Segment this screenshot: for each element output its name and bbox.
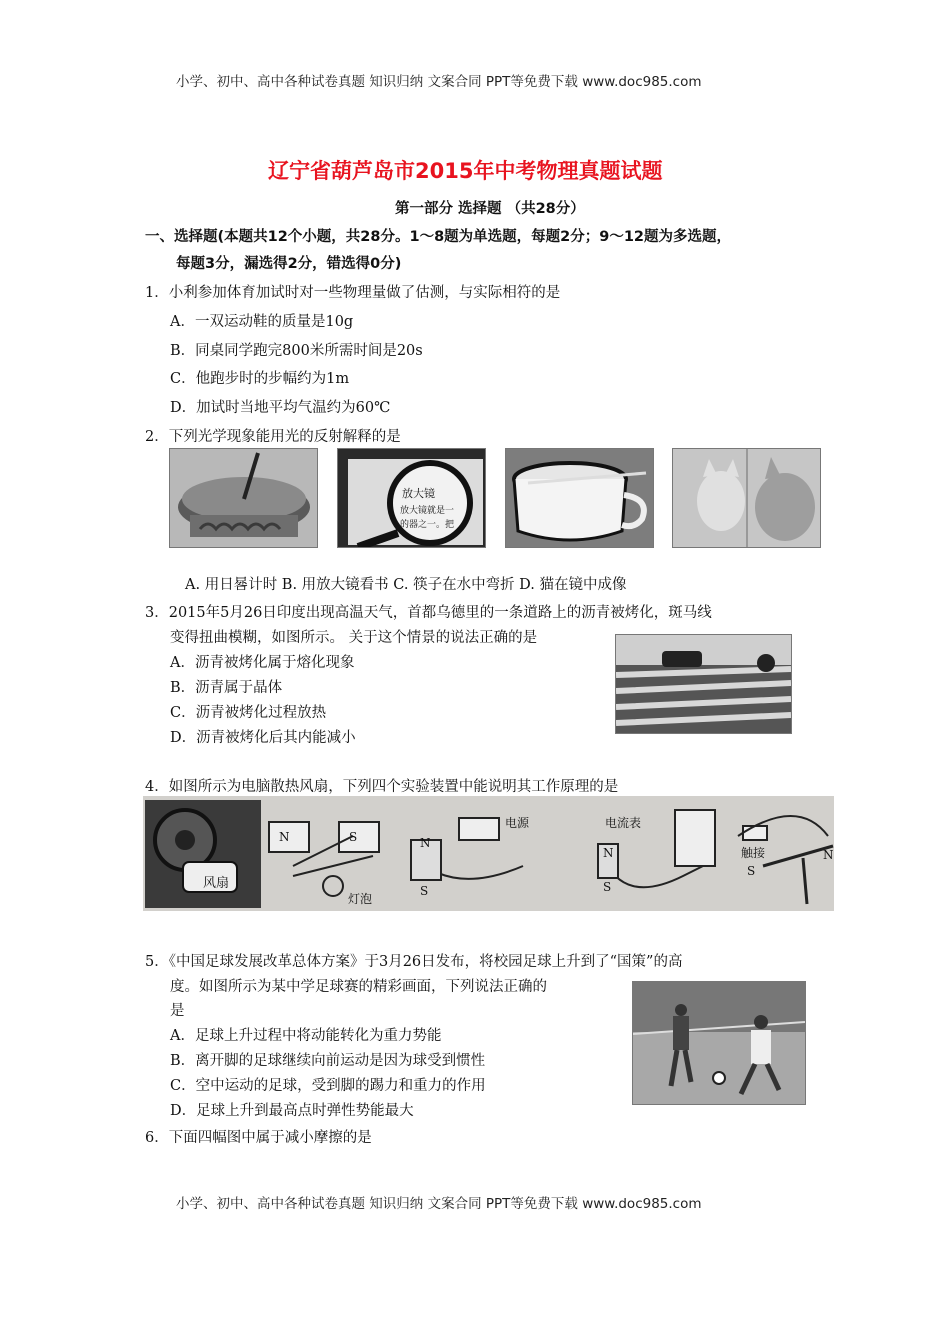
part-title: 第一部分 选择题 （共28分） xyxy=(395,201,585,217)
page-header: 小学、初中、高中各种试卷真题 知识归纳 文案合同 PPT等免费下载 www.doc985.com xyxy=(176,74,702,90)
football-image xyxy=(632,981,806,1105)
section-heading-line2: 每题3分，漏选得2分，错选得0分) xyxy=(176,256,402,272)
q1-option-b: B．同桌同学跑完800米所需时间是20s xyxy=(170,343,423,359)
magnet-n-label-2: N xyxy=(420,836,431,850)
q3-stem-line1: 3．2015年5月26日印度出现高温天气，首都乌德里的一条道路上的沥青被烤化，斑马线 xyxy=(145,605,712,621)
q1-option-a: A．一双运动鞋的质量是10g xyxy=(170,314,354,330)
q3-stem-line2: 变得扭曲模糊，如图所示。 关于这个情景的说法正确的是 xyxy=(170,630,538,646)
magnet-s-label-4: S xyxy=(747,864,756,878)
magnet-s-label-3: S xyxy=(603,880,612,894)
cat-mirror-image xyxy=(672,448,821,548)
magnifier-text-3: 的器之一。把 xyxy=(400,520,455,530)
q1-option-d: D．加试时当地平均气温约为60℃ xyxy=(170,400,391,416)
q5-stem-line1: 5．《中国足球发展改革总体方案》于3月26日发布，将校园足球上升到了“国策”的高 xyxy=(145,954,683,970)
q1-stem: 1．小利参加体育加试时对一些物理量做了估测，与实际相符的是 xyxy=(145,285,561,301)
magnet-n-label-3: N xyxy=(603,846,614,860)
q5-option-a: A．足球上升过程中将动能转化为重力势能 xyxy=(170,1028,442,1044)
magnet-s-label-1: S xyxy=(349,830,358,844)
q4-experiment-strip xyxy=(143,796,834,911)
magnet-n-label-1: N xyxy=(279,830,290,844)
chopsticks-cup-image xyxy=(505,448,654,548)
q5-stem-line2: 度。如图所示为某中学足球赛的精彩画面，下列说法正确的 xyxy=(170,979,547,995)
q5-stem-line3: 是 xyxy=(170,1003,185,1019)
magnet-s-label-2: S xyxy=(420,884,429,898)
magnifier-text-1: 放大镜 xyxy=(402,487,435,500)
q6-stem: 6．下面四幅图中属于减小摩擦的是 xyxy=(145,1130,372,1146)
contact-label: 触接 xyxy=(741,846,766,860)
q4-stem: 4．如图所示为电脑散热风扇，下列四个实验装置中能说明其工作原理的是 xyxy=(145,779,619,795)
q3-option-c: C．沥青被烤化过程放热 xyxy=(170,705,327,721)
q3-option-b: B．沥青属于晶体 xyxy=(170,680,283,696)
sundial-image xyxy=(169,448,318,548)
q3-option-d: D．沥青被烤化后其内能减小 xyxy=(170,730,356,746)
power-label: 电源 xyxy=(505,816,530,830)
page-title: 辽宁省葫芦岛市2015年中考物理真题试题 xyxy=(268,159,663,183)
fan-label: 风扇 xyxy=(203,876,230,891)
q2-stem: 2．下列光学现象能用光的反射解释的是 xyxy=(145,429,401,445)
q3-option-a: A．沥青被烤化属于熔化现象 xyxy=(170,655,355,671)
q5-option-c: C．空中运动的足球，受到脚的踢力和重力的作用 xyxy=(170,1078,486,1094)
bulb-label: 灯泡 xyxy=(348,892,373,906)
ammeter-label: 电流表 xyxy=(605,816,642,830)
page-footer: 小学、初中、高中各种试卷真题 知识归纳 文案合同 PPT等免费下载 www.doc985.com xyxy=(176,1196,702,1212)
melted-asphalt-image xyxy=(615,634,792,734)
q2-options: A. 用日晷计时 B. 用放大镜看书 C. 筷子在水中弯折 D. 猫在镜中成像 xyxy=(185,577,627,593)
magnifier-text-2: 放大镜就是一 xyxy=(400,506,455,516)
q5-option-d: D．足球上升到最高点时弹性势能最大 xyxy=(170,1103,414,1119)
section-heading-line1: 一、选择题(本题共12个小题，共28分。1～8题为单选题，每题2分；9～12题为多选题， xyxy=(145,229,732,245)
magnet-n-label-4: N xyxy=(823,848,834,862)
magnifier-image xyxy=(337,448,486,548)
q5-option-b: B．离开脚的足球继续向前运动是因为球受到惯性 xyxy=(170,1053,486,1069)
q1-option-c: C．他跑步时的步幅约为1m xyxy=(170,371,350,387)
